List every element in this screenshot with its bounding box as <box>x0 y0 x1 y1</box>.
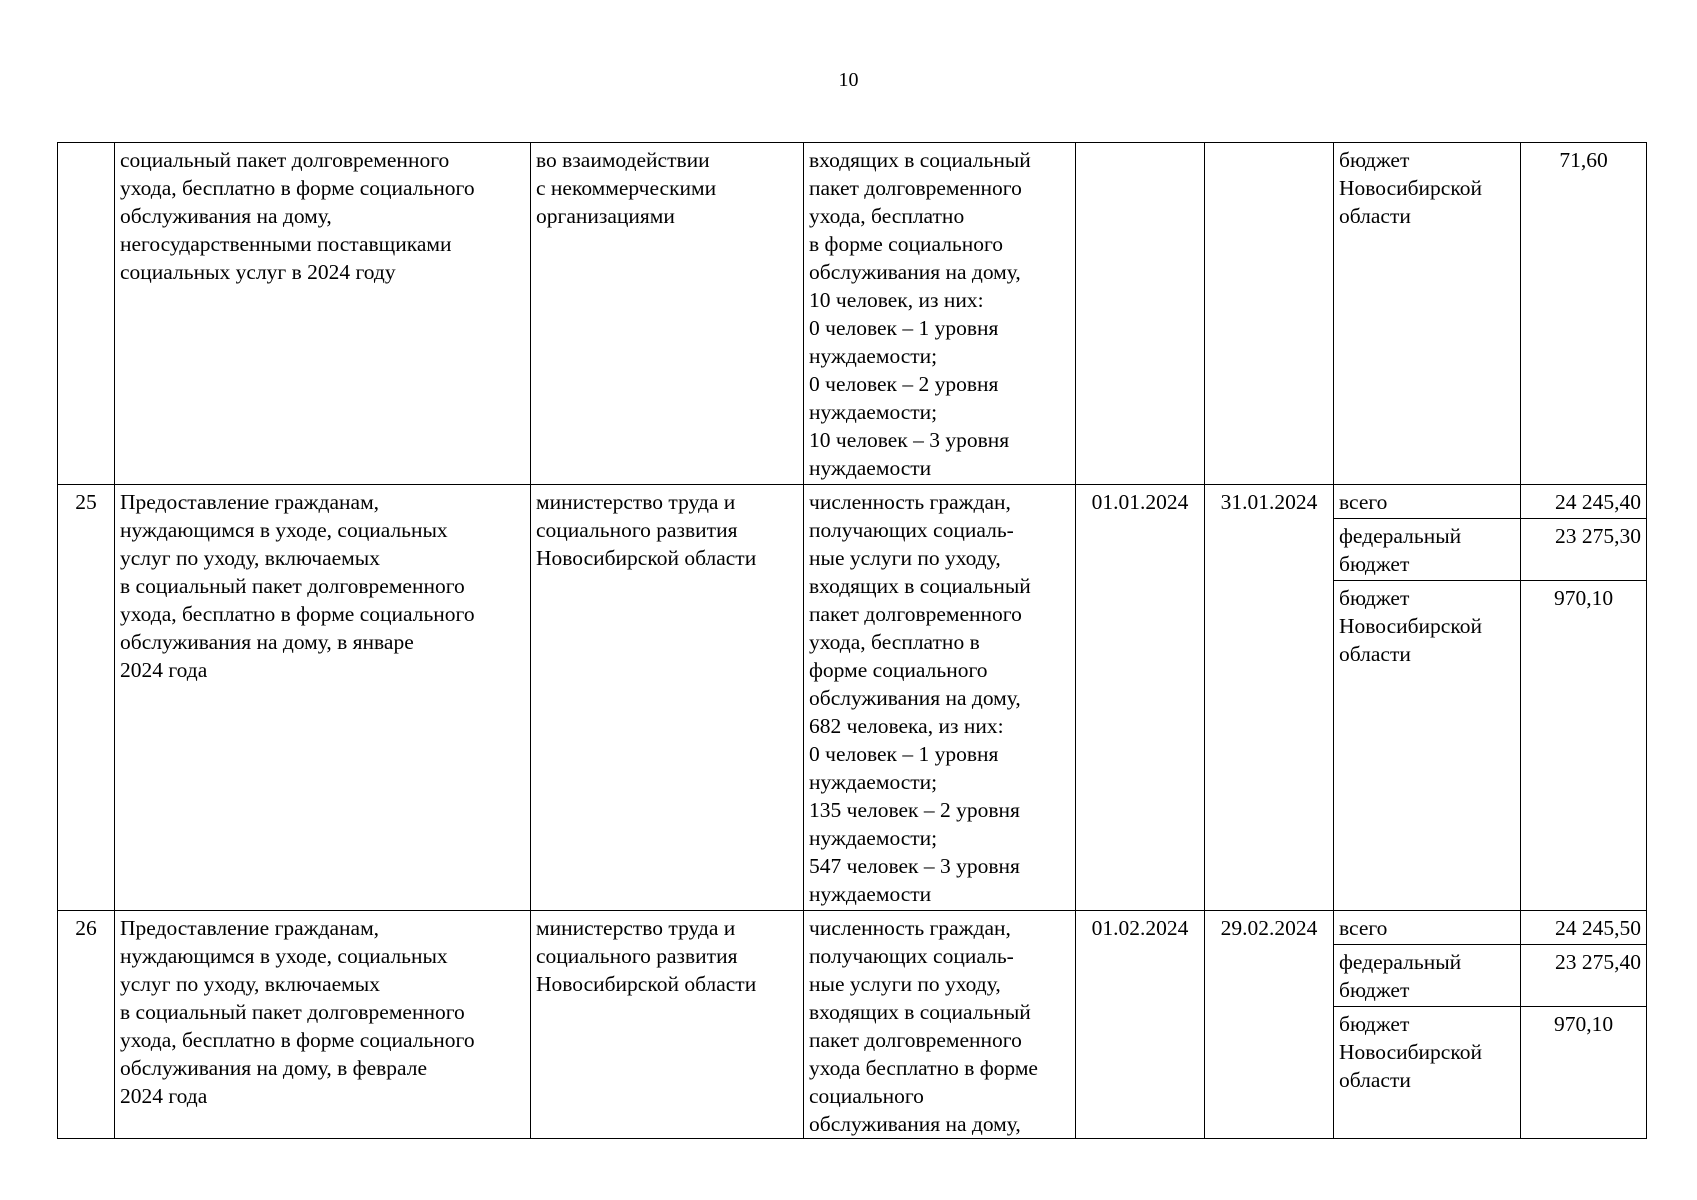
funding-amount-cell: 71,60 <box>1521 143 1647 485</box>
start-date-cell: 01.01.2024 <box>1076 485 1205 911</box>
funding-source-cell: бюджет Новосибирской области <box>1334 1007 1521 1139</box>
indicator-cell: численность граждан, получающих социаль- ные услуги по уходу, входящих в социальный пакет долговременного ухода бесплатно в форме социального обслуживания на дому, <box>804 911 1076 1139</box>
funding-source-cell: всего <box>1334 911 1521 945</box>
measure-name-cell: социальный пакет долговременного ухода, бесплатно в форме социального обслуживания на дому, негосударственными поставщиками социальных услуг в 2024 году <box>115 143 531 485</box>
table-row <box>58 143 1647 485</box>
funding-source-cell: федеральный бюджет <box>1334 945 1521 1007</box>
funding-amount-cell: 23 275,40 <box>1521 945 1647 1007</box>
funding-source-cell: всего <box>1334 485 1521 519</box>
funding-amount-cell: 23 275,30 <box>1521 519 1647 581</box>
measures-table <box>57 142 1647 1139</box>
page-number: 10 <box>838 69 859 91</box>
measure-name-cell: Предоставление гражданам, нуждающимся в уходе, социальных услуг по уходу, включаемых в социальный пакет долговременного ухода, бесплатно в форме социального обслуживания на дому, в январе 2024 года <box>115 485 531 911</box>
funding-amount-cell: 24 245,40 <box>1521 485 1647 519</box>
funding-source-cell: федеральный бюджет <box>1334 519 1521 581</box>
measure-name-cell: Предоставление гражданам, нуждающимся в уходе, социальных услуг по уходу, включаемых в социальный пакет долговременного ухода, бесплатно в форме социального обслуживания на дому, в феврале 2024 года <box>115 911 531 1139</box>
end-date-cell: 29.02.2024 <box>1205 911 1334 1139</box>
end-date-cell <box>1205 143 1334 485</box>
executor-cell: министерство труда и социального развития Новосибирской области <box>531 485 804 911</box>
indicator-cell: входящих в социальный пакет долговременного ухода, бесплатно в форме социального обслуживания на дому, 10 человек, из них: 0 человек – 1 уровня нуждаемости; 0 человек – 2 уровня нуждаемости; 10 человек – 3 уровня нуждаемости <box>804 143 1076 485</box>
table-row <box>58 485 1647 519</box>
executor-cell: во взаимодействии с некоммерческими организациями <box>531 143 804 485</box>
funding-source-cell: бюджет Новосибирской области <box>1334 143 1521 485</box>
funding-amount-cell: 24 245,50 <box>1521 911 1647 945</box>
indicator-cell: численность граждан, получающих социаль- ные услуги по уходу, входящих в социальный пакет долговременного ухода, бесплатно в форме социального обслуживания на дому, 682 человека, из них: 0 человек – 1 уровня нуждаемости; 135 человек – 2 уровня нуждаемости; 547 человек – 3 уровня нуждаемости <box>804 485 1076 911</box>
table-row <box>58 911 1647 945</box>
executor-cell: министерство труда и социального развития Новосибирской области <box>531 911 804 1139</box>
start-date-cell <box>1076 143 1205 485</box>
funding-amount-cell: 970,10 <box>1521 581 1647 911</box>
end-date-cell: 31.01.2024 <box>1205 485 1334 911</box>
funding-source-cell: бюджет Новосибирской области <box>1334 581 1521 911</box>
funding-amount-cell: 970,10 <box>1521 1007 1647 1139</box>
start-date-cell: 01.02.2024 <box>1076 911 1205 1139</box>
row-number-cell: 25 <box>58 485 115 911</box>
row-number-cell: 26 <box>58 911 115 1139</box>
row-number-cell <box>58 143 115 485</box>
